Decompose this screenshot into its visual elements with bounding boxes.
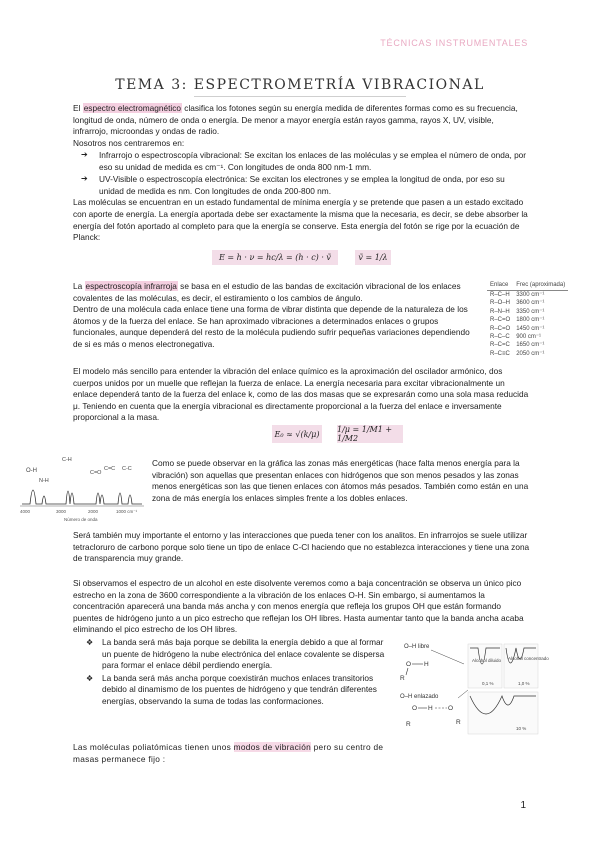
atom-label: R xyxy=(400,675,405,682)
list-item: ❖ La banda será más ancha porque coexistirán muchos enlaces transitorios debido al dinamismo de los puentes de hidrógeno y que tendrán diferentes energías, observando la suma de todas las conformaciones. xyxy=(84,673,386,708)
panel-label: Alcohol concentrado xyxy=(508,656,549,661)
ir-paragraph: La espectroscopía infrarroja se basa en el estudio de las bandas de excitación vibracional de los enlaces covalentes de las moléculas, es decir, el estiramiento o los cambios de ángulo. xyxy=(73,281,461,303)
intro-section xyxy=(73,103,531,244)
arrow-line xyxy=(458,690,468,698)
planck-equation: E = h · ν = hc/λ = (h · c) · ṽ xyxy=(212,250,338,265)
atom-label: H xyxy=(424,661,429,668)
pct-label: 1,0 % xyxy=(518,681,530,686)
tick-label: 3000 xyxy=(56,509,67,514)
polyatomic-section: Las moléculas poliatómicas tienen unos modos de vibración pero su centro de masas permanece fijo : xyxy=(73,742,384,764)
alcohol-section: Si observamos el espectro de un alcohol en este disolvente veremos como a baja concentración se observa un único pico estrecho en la zona de 3600 correspondiente a la vibración de los enlaces O-H. Sin embargo, si aumentamos la concentración aparecerá una banda más ancha y con menos energía que refleja los grupos OH que están formando puentes de hidrógeno junto a un pico estrecho que reflejan los OH libres. Hasta aumentar tanto que la banda ancha acaba eliminando el pico estrecho de los OH libres. xyxy=(73,578,524,635)
intro-focus-line: Nosotros nos centraremos en: xyxy=(73,137,185,148)
band-list xyxy=(84,637,386,708)
graph-explanation: Como se puede observar en la gráfica las zonas más energéticas (hace falta menos energía para la vibración) son aquellas que presentan enlaces con hidrógenos que son menos pesados y las zonas menos energéticas son las que tienen enlaces con átomos más pesados. También como están en una zona de más energía los enlaces simples frente a los dobles enlaces. xyxy=(152,458,529,503)
atom-label: O xyxy=(412,705,418,712)
table-row: R–C–H 3300 cm⁻¹ xyxy=(490,292,545,298)
atom-label: R xyxy=(456,719,461,726)
peak-label: C=O xyxy=(90,470,102,476)
tick-label: 4000 xyxy=(20,509,31,514)
oscillator-section xyxy=(73,366,531,424)
vibration-modes-term: modos de vibración xyxy=(233,742,312,752)
page-title: TEMA 3: ESPECTROMETRÍA VIBRACIONAL xyxy=(115,77,485,93)
oscillator-paragraph: El modelo más sencillo para entender la vibración del enlace químico es la aproximación del oscilador armónico, dos cuerpos unidos por un muelle que reflejan la fuerza de enlace. La energía necesaria para excitar vibracionalmente un enlace dependerá tanto de la fuerza del enlace k, como de las dos masas que se expresarán como una sola masa reducida μ. Teniendo en cuenta que la energía vibracional es directamente proporcional a la fuerza del enlace e inversamente proporcional a la masa. xyxy=(73,366,529,423)
oh-bonded-label: O–H enlazado xyxy=(400,694,439,700)
wavenumber-equation: ṽ = 1/λ xyxy=(355,250,391,265)
em-spectrum-term: espectro electromagnético xyxy=(83,103,181,113)
atom-label: R xyxy=(406,721,411,728)
table-row: R–C=C 1650 cm⁻¹ xyxy=(490,342,545,349)
list-item: ➔ Infrarrojo o espectroscopía vibracional: Se excitan los enlaces de las moléculas y se emplea el número de onda, por eso su unidad de medida es cm⁻¹. Con longitudes de onda 800 nm-1 mm. xyxy=(73,149,531,173)
ir-term: espectroscopía infrarroja xyxy=(85,281,177,291)
environment-section: Será también muy importante el entorno y las interacciones que pueda tener con los analitos. En infrarrojos se suele utilizar tetracloruro de carbono porque solo tiene un tipo de enlace C-Cl haciendo que no establezca interacciones y tiene una zona de transparencia muy grande. xyxy=(73,530,530,564)
pct-label: 10 % xyxy=(516,726,527,731)
list-item: ➔ UV-Visible o espectroscopía electrónica: Se excitan los electrones y se emplea la longitud de onda, por eso su unidad de medida es nm. Con longitudes de onda 200-800 nm. xyxy=(73,173,531,197)
intro-paragraph: El espectro electromagnético clasifica los fotones según su energía medida de diferentes formas como es su frecuencia, longitud de onda, número de onda o energía. De menor a mayor energía están rayos gamma, rayos X, UV, visible, infrarrojo, microondas y ondas de radio. xyxy=(73,103,518,137)
table-row: R–C=O 1450 cm⁻¹ xyxy=(490,325,545,332)
peak-label: C-C xyxy=(122,466,132,472)
list-item: ❖ La banda será más baja porque se debilita la energía debido a que al formar un puente de hidrógeno la nube electrónica del enlace covalente se dispersa para formar el enlace débil perdiendo energía. xyxy=(84,637,386,672)
atom-label: O xyxy=(406,661,412,668)
focus-list xyxy=(73,149,531,197)
oh-hbond-figure xyxy=(398,640,549,738)
peak-label: C=C xyxy=(104,466,116,472)
oh-hbond-diagram xyxy=(398,640,549,738)
table-header: Frec (aproximada) xyxy=(513,281,568,291)
ir-spectrum-plot xyxy=(18,452,150,524)
table-row: R–N–H 3350 cm⁻¹ xyxy=(490,308,545,315)
spectrum-trace xyxy=(22,490,142,504)
table-row: R–C≡C 2050 cm⁻¹ xyxy=(490,350,545,357)
pct-label: 0,1 % xyxy=(482,681,494,686)
ir-spectrum-figure xyxy=(18,452,150,524)
table-row: R–C–C 900 cm⁻¹ xyxy=(490,334,542,341)
title-underline xyxy=(194,96,406,97)
atom-label: O xyxy=(448,705,454,712)
table-row: R–C=O 1800 cm⁻¹ xyxy=(490,317,545,324)
oh-free-label: O–H libre xyxy=(404,644,430,650)
peak-label: N-H xyxy=(39,478,49,484)
tick-label: 1000 cm⁻¹ xyxy=(116,509,138,514)
panel-label: Alcohol diluido xyxy=(472,658,502,663)
ir-vibration-paragraph: Dentro de una molécula cada enlace tiene una forma de vibrar distinta que depende de la naturaleza de los átomos y de la fuerza del enlace. Se han aproximado vibraciones a determinados enlaces o grupos funcionales, aunque dependerá del resto de la molécula pudiendo sufrir pequeñas variaciones dependiendo de si es más o menos electronegativa. xyxy=(73,304,470,349)
arrow-line xyxy=(431,650,464,664)
table-header: Enlace xyxy=(487,281,513,291)
axis-label: Número de onda xyxy=(64,517,98,522)
energy-equation: E₀ ≈ √(k/μ) xyxy=(272,425,322,443)
ir-section xyxy=(73,281,471,351)
excitation-paragraph: Las moléculas se encuentran en un estado fundamental de mínima energía y se pretende que pasen a un estado excitado con aporte de energía. La energía aportada debe ser exactamente la misma que la necesaria, es decir, se debe absorber la energía del fotón aportado al completo para que la energía se conserve. Esta energía del fotón se rige por la ecuación de Planck: xyxy=(73,197,528,243)
course-header: TÉCNICAS INSTRUMENTALES xyxy=(380,38,528,48)
peak-label: C-H xyxy=(62,457,72,463)
atom-label: H xyxy=(428,705,433,712)
peak-label: O-H xyxy=(26,468,37,474)
bond-line xyxy=(406,668,408,675)
page-number: 1 xyxy=(520,800,526,811)
tick-label: 2000 xyxy=(88,509,99,514)
reduced-mass-equation: 1/μ = 1/M1 + 1/M2 xyxy=(337,425,403,443)
table-row: R–O–H 3600 cm⁻¹ xyxy=(490,300,545,307)
bond-frequency-table xyxy=(487,281,568,358)
